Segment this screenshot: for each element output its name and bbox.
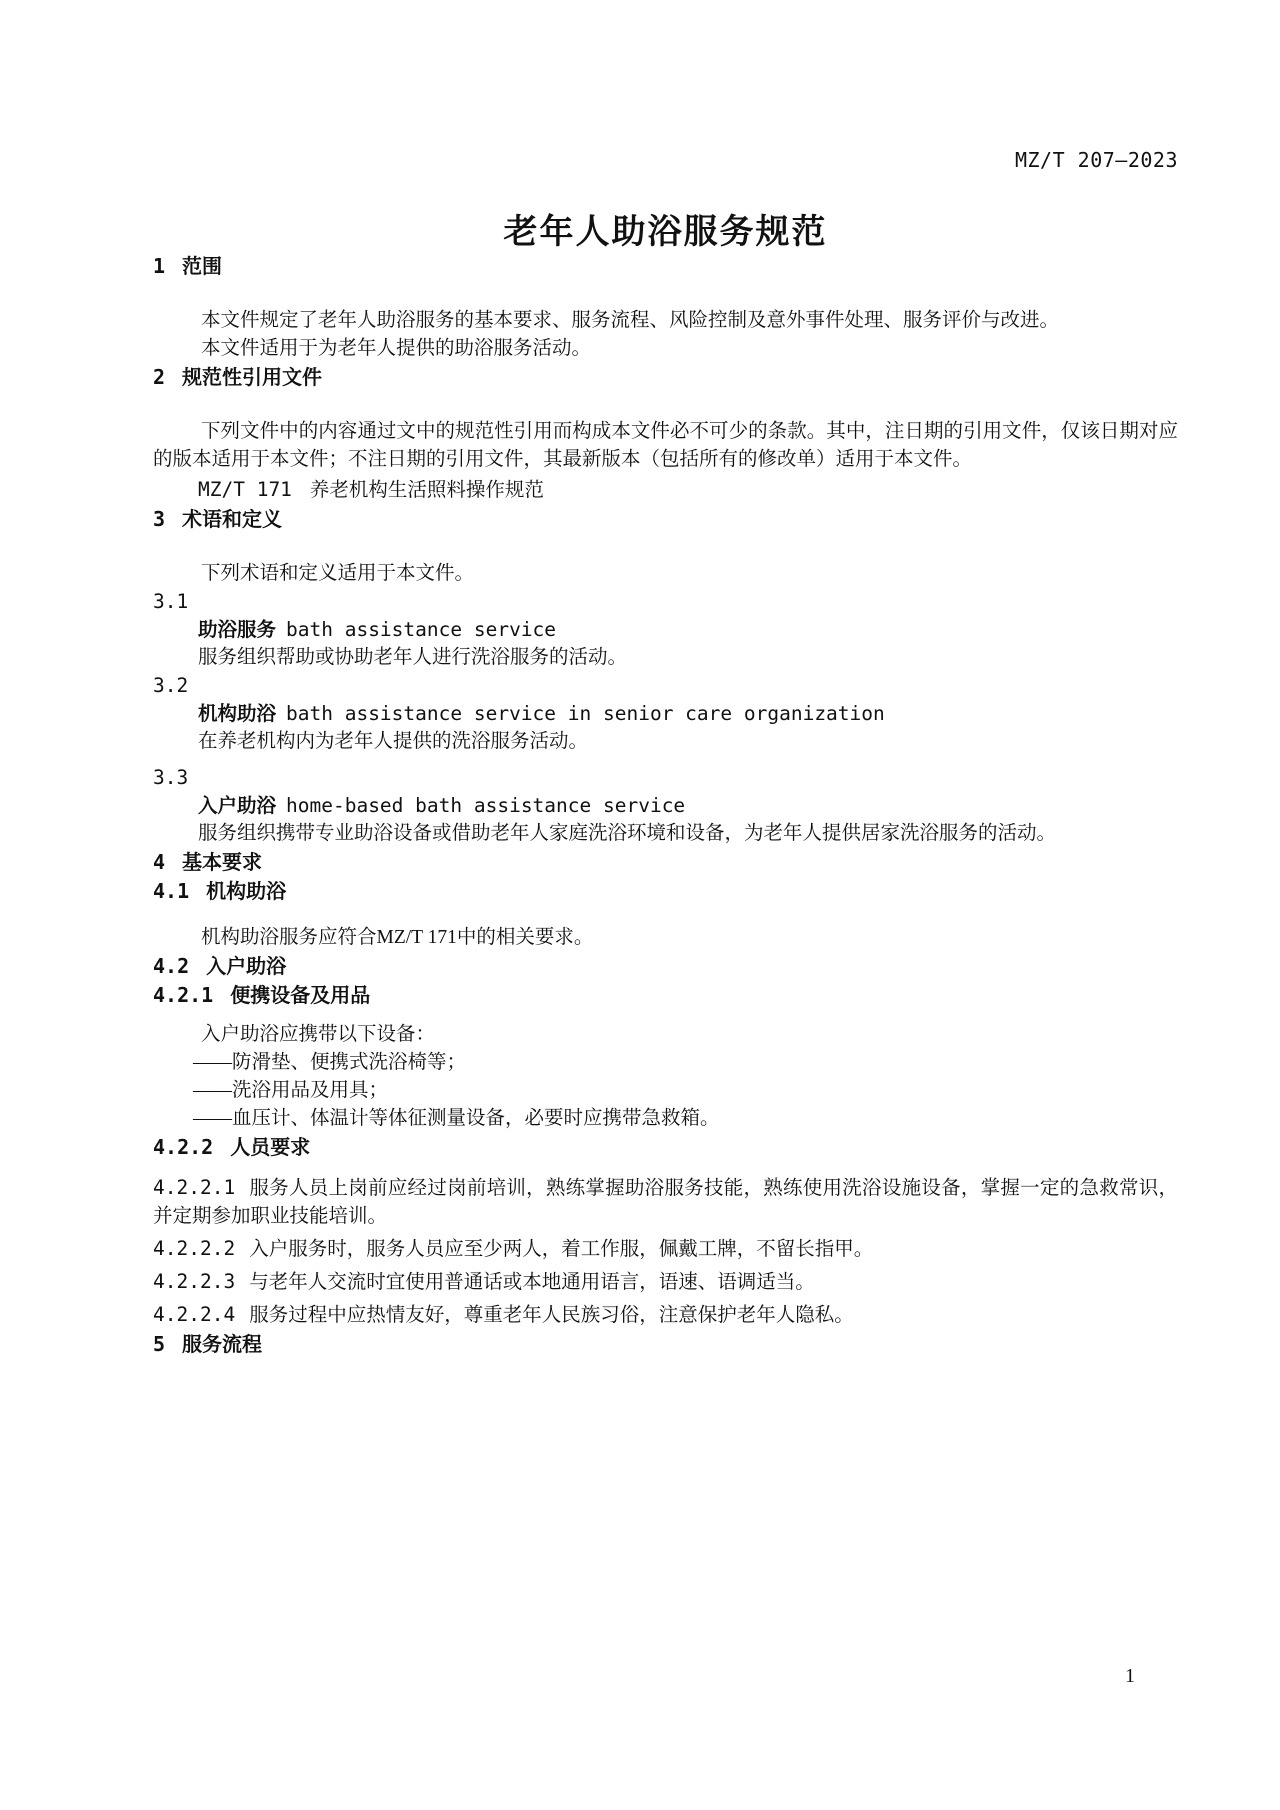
- page-number: 1: [1125, 1665, 1135, 1687]
- section-4-1-number: 4.1: [153, 879, 190, 903]
- section-5-title: 服务流程: [182, 1334, 263, 1356]
- term-2-number: 3.2: [153, 674, 189, 697]
- section-4-1-heading: [153, 877, 1178, 906]
- section-4-1-title: 机构助浴: [206, 881, 287, 903]
- equipment-item: ——防滑垫、便携式洗浴椅等；: [193, 1052, 467, 1073]
- section-4-2-2-title: 人员要求: [230, 1137, 311, 1159]
- section-4-2-number: 4.2: [153, 954, 190, 978]
- reference-title: 养老机构生活照料操作规范: [309, 480, 544, 501]
- clause-number: 4.2.2.1: [153, 1176, 236, 1199]
- clause-text: 入户服务时，服务人员应至少两人，着工作服，佩戴工牌，不留长指甲。: [249, 1239, 874, 1260]
- page-title: 老年人助浴服务规范: [503, 213, 828, 251]
- terms-intro: 下列术语和定义适用于本文件。: [201, 563, 475, 584]
- clause: [153, 1268, 1178, 1297]
- section-2-number: 2: [153, 365, 166, 389]
- term-3-name-zh: 入户助浴: [198, 795, 277, 817]
- section-4-2-1-title: 便携设备及用品: [230, 985, 371, 1007]
- term-3-name: [198, 792, 1178, 820]
- section-4-2-1-number: 4.2.1: [153, 983, 214, 1007]
- term-3-number: 3.3: [153, 766, 189, 789]
- term-3-name-en: home-based bath assistance service: [286, 794, 686, 817]
- term-2-definition: 在养老机构内为老年人提供的洗浴服务活动。: [198, 731, 589, 752]
- term-1-name: [198, 616, 1178, 644]
- equipment-item: ——洗浴用品及用具；: [193, 1080, 389, 1101]
- doc-code: MZ/T 207—2023: [1014, 148, 1178, 172]
- section-4-number: 4: [153, 850, 166, 874]
- clause-number: 4.2.2.4: [153, 1303, 236, 1326]
- section-2-title: 规范性引用文件: [182, 367, 323, 389]
- clause-text: 服务人员上岗前应经过岗前培训，熟练掌握助浴服务技能，熟练使用洗浴设施设备，掌握一定的急救常识，并定期参加职业技能培训。: [153, 1178, 1178, 1227]
- normative-references-paragraph: 下列文件中的内容通过文中的规范性引用而构成本文件必不可少的条款。其中，注日期的引用文件，仅该日期对应的版本适用于本文件；不注日期的引用文件，其最新版本（包括所有的修改单）适用于本文件。: [153, 421, 1178, 470]
- term-1-definition: 服务组织帮助或协助老年人进行洗浴服务的活动。: [198, 647, 628, 668]
- scope-paragraph-2: 本文件适用于为老年人提供的助浴服务活动。: [201, 338, 592, 359]
- term-1-number: 3.1: [153, 590, 189, 613]
- reference-entry: [198, 476, 1178, 505]
- section-4-2-2-number: 4.2.2: [153, 1135, 214, 1159]
- section-5-number: 5: [153, 1332, 166, 1356]
- section-4-title: 基本要求: [182, 852, 263, 874]
- term-2-name-zh: 机构助浴: [198, 703, 277, 725]
- section-3-heading: [153, 505, 1178, 534]
- section-1-title: 范围: [182, 256, 223, 278]
- section-4-heading: [153, 848, 1178, 877]
- section-4-2-heading: [153, 952, 1178, 981]
- clause-number: 4.2.2.2: [153, 1237, 236, 1260]
- section-4-2-title: 入户助浴: [206, 956, 287, 978]
- clause: [153, 1235, 1178, 1264]
- reference-code: MZ/T 171: [198, 478, 292, 501]
- equipment-intro: 入户助浴应携带以下设备：: [201, 1024, 436, 1045]
- section-1-number: 1: [153, 254, 166, 278]
- section-3-title: 术语和定义: [182, 509, 283, 531]
- section-4-2-2-heading: [153, 1133, 1178, 1162]
- section-5-heading: [153, 1330, 1178, 1359]
- term-1-name-en: bath assistance service: [286, 618, 557, 641]
- term-2-name-en: bath assistance service in senior care organization: [286, 702, 885, 725]
- section-2-heading: [153, 363, 1178, 392]
- section-3-number: 3: [153, 507, 166, 531]
- term-2-name: [198, 700, 1178, 728]
- equipment-item: ——血压计、体温计等体征测量设备，必要时应携带急救箱。: [193, 1108, 720, 1129]
- term-1-name-zh: 助浴服务: [198, 619, 277, 641]
- term-3-definition: 服务组织携带专业助浴设备或借助老年人家庭洗浴环境和设备，为老年人提供居家洗浴服务的活动。: [198, 823, 1057, 844]
- section-4-1-paragraph: 机构助浴服务应符合MZ/T 171中的相关要求。: [201, 927, 594, 948]
- clause-text: 与老年人交流时宜使用普通话或本地通用语言，语速、语调适当。: [249, 1272, 815, 1293]
- scope-paragraph-1: 本文件规定了老年人助浴服务的基本要求、服务流程、风险控制及意外事件处理、服务评价与改进。: [201, 310, 1060, 331]
- clause-number: 4.2.2.3: [153, 1270, 236, 1293]
- clause-text: 服务过程中应热情友好，尊重老年人民族习俗，注意保护老年人隐私。: [249, 1305, 854, 1326]
- clause: [153, 1301, 1178, 1330]
- section-1-heading: [153, 252, 1178, 281]
- section-4-2-1-heading: [153, 981, 1178, 1010]
- clause: [153, 1174, 1178, 1231]
